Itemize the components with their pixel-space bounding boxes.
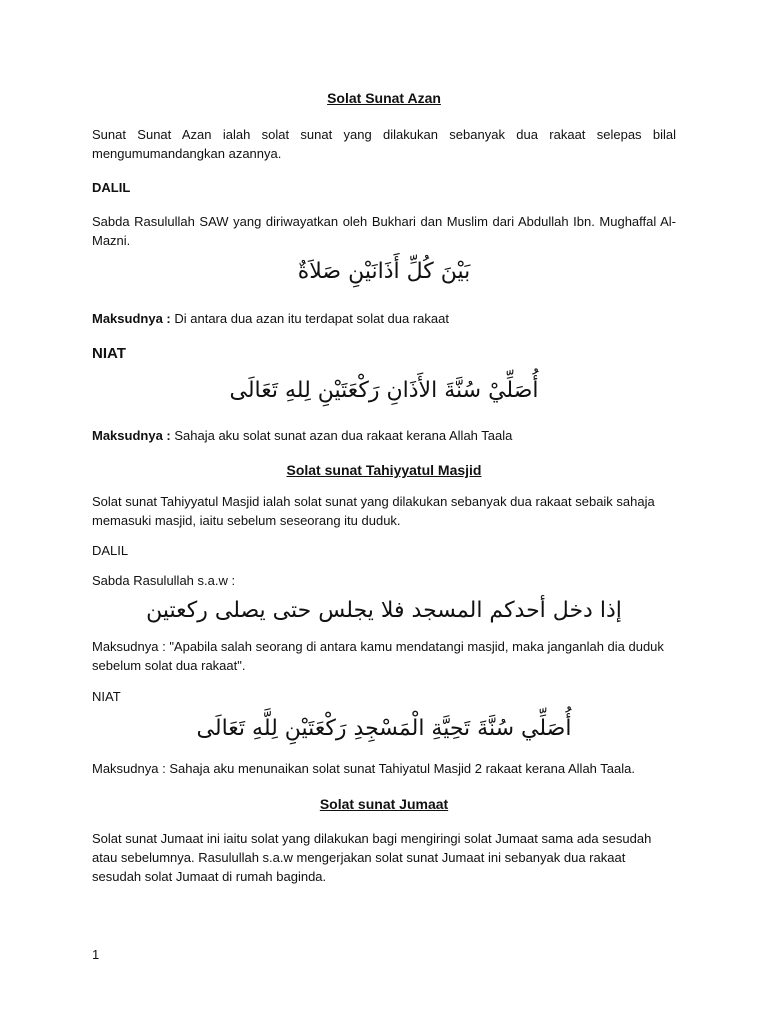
section-title-azan: Solat Sunat Azan xyxy=(327,90,441,106)
azan-maksud-1-label: Maksudnya : xyxy=(92,311,171,326)
tahiyyatul-dalil-label: DALIL xyxy=(92,543,129,558)
azan-maksud-1-text: Di antara dua azan itu terdapat solat dua rakaat xyxy=(170,311,449,326)
tahiyyatul-sabda: Sabda Rasulullah s.a.w : xyxy=(92,573,236,588)
azan-maksud-1 xyxy=(92,309,676,328)
azan-maksud-2-label: Maksudnya : xyxy=(92,428,171,443)
jumaat-intro: Solat sunat Jumaat ini iaitu solat yang dilakukan bagi mengiringi solat Jumaat sama ada sesudah atau sebelumnya. Rasulullah s.a.w mengerjakan solat sunat Jumaat ini sebanyak dua rakaat sesudah solat Jumaat di rumah baginda. xyxy=(92,831,652,884)
page-number: 1 xyxy=(92,947,100,962)
tahiyyatul-maksud-2: Maksudnya : Sahaja aku menunaikan solat sunat Tahiyatul Masjid 2 rakaat kerana Allah Taala. xyxy=(92,761,635,776)
section-title-jumaat: Solat sunat Jumaat xyxy=(319,796,449,812)
azan-dalil-label: DALIL xyxy=(92,180,131,195)
azan-maksud-2-text: Sahaja aku solat sunat azan dua rakaat kerana Allah Taala xyxy=(170,428,513,443)
azan-intro: Sunat Sunat Azan ialah solat sunat yang dilakukan sebanyak dua rakaat selepas bilal mengumumandangkan azannya. xyxy=(92,127,676,161)
tahiyyatul-maksud-1: Maksudnya : "Apabila salah seorang di antara kamu mendatangi masjid, maka janganlah dia duduk sebelum solat dua rakaat". xyxy=(92,639,664,673)
tahiyyatul-intro: Solat sunat Tahiyyatul Masjid ialah solat sunat yang dilakukan sebanyak dua rakaat sebaik sahaja memasuki masjid, iaitu sebelum seseorang itu duduk. xyxy=(92,494,655,528)
tahiyyatul-niat-arabic: أُصَلِّي سُنَّةَ تَحِيَّةِ الْمَسْجِدِ رَكْعَتَيْنِ لِلَّهِ تَعَالَى xyxy=(196,716,572,741)
azan-niat-arabic: أُصَلِّيْ سُنَّةَ الأَذَانِ رَكْعَتَيْنِ لِلهِ تَعَالَى xyxy=(229,378,539,403)
azan-dalil-text: Sabda Rasulullah SAW yang diriwayatkan oleh Bukhari dan Muslim dari Abdullah Ibn. Mughaffal Al-Mazni. xyxy=(92,214,676,248)
tahiyyatul-niat-label: NIAT xyxy=(92,689,121,704)
section-title-tahiyyatul: Solat sunat Tahiyyatul Masjid xyxy=(286,462,482,478)
azan-niat-label: NIAT xyxy=(92,345,126,362)
azan-maksud-2 xyxy=(92,426,676,445)
tahiyyatul-hadith-arabic: إذا دخل أحدكم المسجد فلا يجلس حتى يصلى ركعتين xyxy=(146,598,622,623)
azan-hadith-arabic: بَيْنَ كُلِّ أَذَانَيْنِ صَلاَةٌ xyxy=(297,259,471,284)
